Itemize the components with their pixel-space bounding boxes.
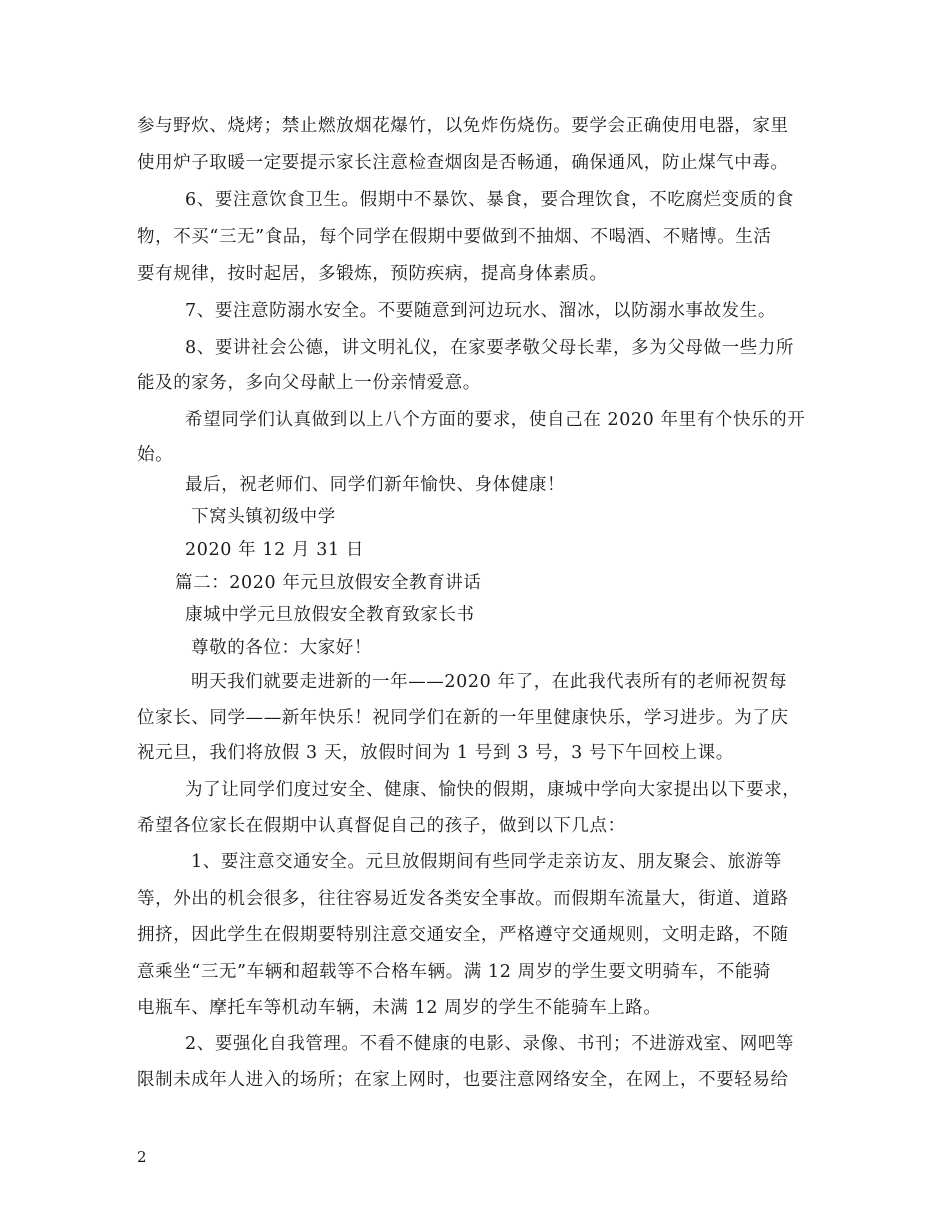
- text-line: 1、要注意交通安全。元旦放假期间有些同学走亲访友、朋友聚会、旅游等: [191, 852, 782, 872]
- text-line: 为了让同学们度过安全、健康、愉快的假期，康城中学向大家提出以下要求，: [185, 780, 801, 800]
- text-line: 7、要注意防溺水安全。不要随意到河边玩水、溜冰，以防溺水事故发生。: [185, 301, 776, 321]
- section-title: 篇二：2020 年元旦放假安全教育讲话: [175, 573, 482, 593]
- text-line: 物，不买“三无”食品，每个同学在假期中要做到不抽烟、不喝酒、不赌博。生活: [137, 227, 772, 247]
- text-line: 限制未成年人进入的场所；在家上网时，也要注意网络安全，在网上，不要轻易给: [137, 1070, 789, 1090]
- signature-school: 下窝头镇初级中学: [191, 507, 336, 527]
- text-line: 拥挤，因此学生在假期要特别注意交通安全，严格遵守交通规则，文明走路，不随: [137, 925, 789, 945]
- text-line: 意乘坐“三无”车辆和超载等不合格车辆。满 12 周岁的学生要文明骑车，不能骑: [137, 962, 772, 982]
- text-line: 等，外出的机会很多，往往容易近发各类安全事故。而假期车流量大，街道、道路: [137, 889, 789, 909]
- text-line: 要有规律，按时起居，多锻炼，预防疾病，提高身体素质。: [137, 264, 608, 284]
- text-line: 始。: [137, 445, 174, 465]
- text-line: 位家长、同学——新年快乐！祝同学们在新的一年里健康快乐，学习进步。为了庆: [137, 708, 789, 728]
- text-line: 明天我们就要走进新的一年——2020 年了，在此我代表所有的老师祝贺每: [191, 672, 788, 692]
- text-line: 希望各位家长在假期中认真督促自己的孩子，做到以下几点：: [137, 816, 626, 836]
- letter-title: 康城中学元旦放假安全教育致家长书: [185, 605, 475, 625]
- text-line: 电瓶车、摩托车等机动车辆，未满 12 周岁的学生不能骑车上路。: [137, 998, 662, 1018]
- text-line: 8、要讲社会公德，讲文明礼仪，在家要孝敬父母长辈，多为父母做一些力所: [185, 338, 795, 358]
- text-line: 使用炉子取暖一定要提示家长注意检查烟囱是否畅通，确保通风，防止煤气中毒。: [137, 153, 789, 173]
- text-line: 6、要注意饮食卫生。假期中不暴饮、暴食，要合理饮食，不吃腐烂变质的食: [185, 190, 795, 210]
- signature-date: 2020 年 12 月 31 日: [185, 540, 364, 560]
- text-line: 祝元旦，我们将放假 3 天，放假时间为 1 号到 3 号，3 号下午回校上课。: [137, 743, 734, 763]
- text-line: 2、要强化自我管理。不看不健康的电影、录像、书刊；不进游戏室、网吧等: [185, 1034, 795, 1054]
- text-line: 参与野炊、烧烤；禁止燃放烟花爆竹，以免炸伤烧伤。要学会正确使用电器，家里: [137, 116, 789, 136]
- text-line: 希望同学们认真做到以上八个方面的要求，使自己在 2020 年里有个快乐的开: [185, 410, 806, 430]
- text-line: 最后，祝老师们、同学们新年愉快、身体健康！: [185, 475, 566, 495]
- page-number: 2: [137, 1148, 147, 1166]
- salutation: 尊敬的各位：大家好！: [191, 638, 372, 658]
- text-line: 能及的家务，多向父母献上一份亲情爱意。: [137, 373, 481, 393]
